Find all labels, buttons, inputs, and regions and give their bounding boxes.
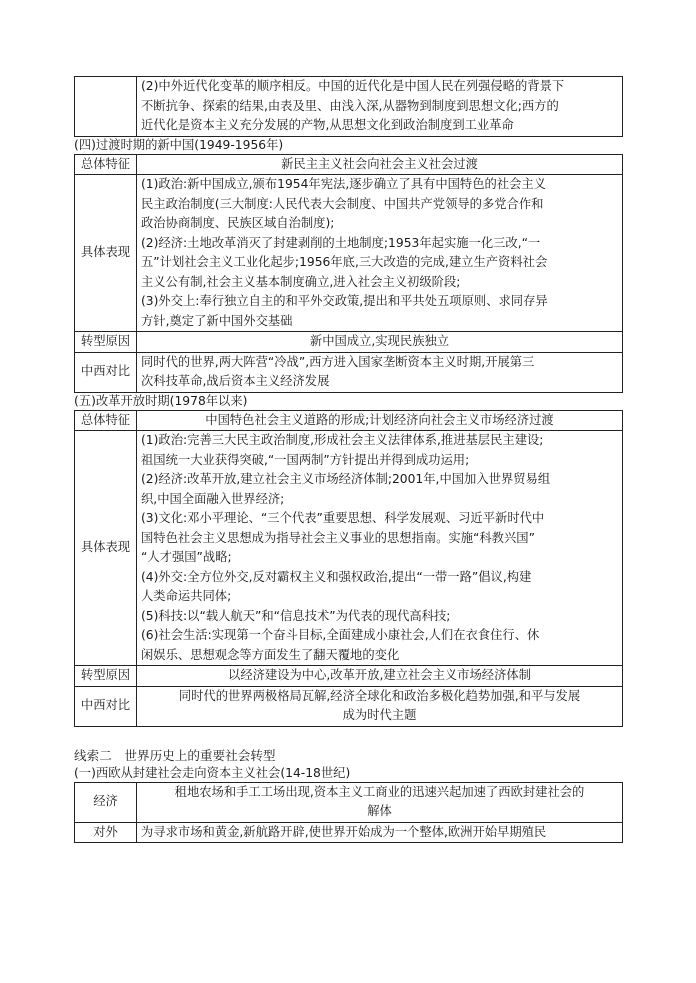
- clue2-heading: 线索二 世界历史上的重要社会转型: [74, 747, 276, 763]
- text-line: (2)中外近代化变革的顺序相反。中国的近代化是中国人民在列强侵略的背景下: [141, 79, 565, 93]
- row-content: 新中国成立,实现民族独立: [137, 332, 623, 353]
- row-label: 具体表现: [75, 431, 137, 666]
- comparison-text-cell: [137, 77, 623, 137]
- table-row: [75, 352, 623, 392]
- row-label: 总体特征: [75, 154, 137, 175]
- top-table: [74, 76, 623, 137]
- row-content: 为寻求市场和黄金,新航路开辟,使世界开始成为一个整体,欧洲开始早期殖民: [137, 822, 623, 843]
- table-row: [75, 175, 623, 332]
- table-row: [75, 154, 623, 175]
- table-row: [75, 431, 623, 666]
- row-label: 总体特征: [75, 410, 137, 431]
- row-content: 以经济建设为中心,改革开放,建立社会主义市场经济体制: [137, 666, 623, 687]
- row-content: (1)政治:新中国成立,颁布1954年宪法,逐步确立了具有中国特色的社会主义 民主政治制度(三大制度:人民代表大会制度、中国共产党领导的多党合作和 政治协商制度、民族区域自治制度); (2)经济:土地改革消灭了封建剥削的土地制度;1953年起实施一化三改,“一 五”计划社会主义工业化起步;1956年底,三大改造的完成,建立生产资料社会 主义公有制,社会主义基本制度确立,进入社会主义初级阶段; (3)外交上:奉行独立自主的和平外交政策,提出和平共处五项原则、求同存异 方针,奠定了新中国外交基础: [137, 175, 623, 332]
- row-content: 同时代的世界,两大阵营“冷战”,西方进入国家垄断资本主义时期,开展第三 次科技革命,战后资本主义经济发展: [137, 352, 623, 392]
- row-content: 新民主主义社会向社会主义社会过渡: [137, 154, 623, 175]
- period5-table: [74, 410, 623, 727]
- table-row: [75, 410, 623, 431]
- period4-caption: (四)过渡时期的新中国(1949-1956年): [74, 137, 284, 152]
- table-row: [75, 822, 623, 843]
- text-line: 不断抗争、探索的结果,由表及里、由浅入深,从器物到制度到思想文化;西方的: [141, 98, 559, 113]
- table-row: [75, 77, 623, 137]
- row-content: (1)政治:完善三大民主政治制度,形成社会主义法律体系,推进基层民主建设; 祖国统一大业获得突破,“一国两制”方针提出并得到成功运用; (2)经济:改革开放,建立社会主义市场经济体制;2001年,中国加入世界贸易组 织,中国全面融入世界经济; (3)文化:邓小平理论、“三个代表”重要思想、科学发展观、习近平新时代中 国特色社会主义思想成为指导社会主义事业的思想指南。实施“科教兴国” “人才强国”战略; (4)外交:全方位外交,反对霸权主义和强权政治,提出“一带一路”倡议,构建 人类命运共同体; (5)科技:以“载人航天”和“信息技术”为代表的现代高科技; (6)社会生活:实现第一个奋斗目标,全面建成小康社会,人们在衣食住行、休 闲娱乐、思想观念等方面发生了翻天覆地的变化: [137, 431, 623, 666]
- period4-table: [74, 154, 623, 393]
- table-row: [75, 782, 623, 822]
- row-content: 租地农场和手工工场出现,资本主义工商业的迅速兴起加速了西欧封建社会的 解体: [137, 782, 623, 822]
- period5-caption: (五)改革开放时期(1978年以来): [74, 393, 248, 408]
- row-label: 转型原因: [75, 666, 137, 687]
- row-label: 具体表现: [75, 175, 137, 332]
- row-label: 转型原因: [75, 332, 137, 353]
- empty-label-cell: [75, 77, 137, 137]
- row-label: 经济: [75, 782, 137, 822]
- row-label: 中西对比: [75, 352, 137, 392]
- table-row: [75, 332, 623, 353]
- row-content: 同时代的世界两极格局瓦解,经济全球化和政治多极化趋势加强,和平与发展 成为时代主题: [137, 686, 623, 726]
- table-row: [75, 686, 623, 726]
- row-content: 中国特色社会主义道路的形成;计划经济向社会主义市场经济过渡: [137, 410, 623, 431]
- table-row: [75, 666, 623, 687]
- row-label: 对外: [75, 822, 137, 843]
- clue2-subheading: (一)西欧从封建社会走向资本主义社会(14-18世纪): [74, 765, 351, 780]
- row-label: 中西对比: [75, 686, 137, 726]
- document-page: [74, 76, 623, 843]
- text-line: 近代化是资本主义充分发展的产物,从思想文化到政治制度到工业革命: [141, 118, 514, 132]
- clue2-table: [74, 782, 623, 844]
